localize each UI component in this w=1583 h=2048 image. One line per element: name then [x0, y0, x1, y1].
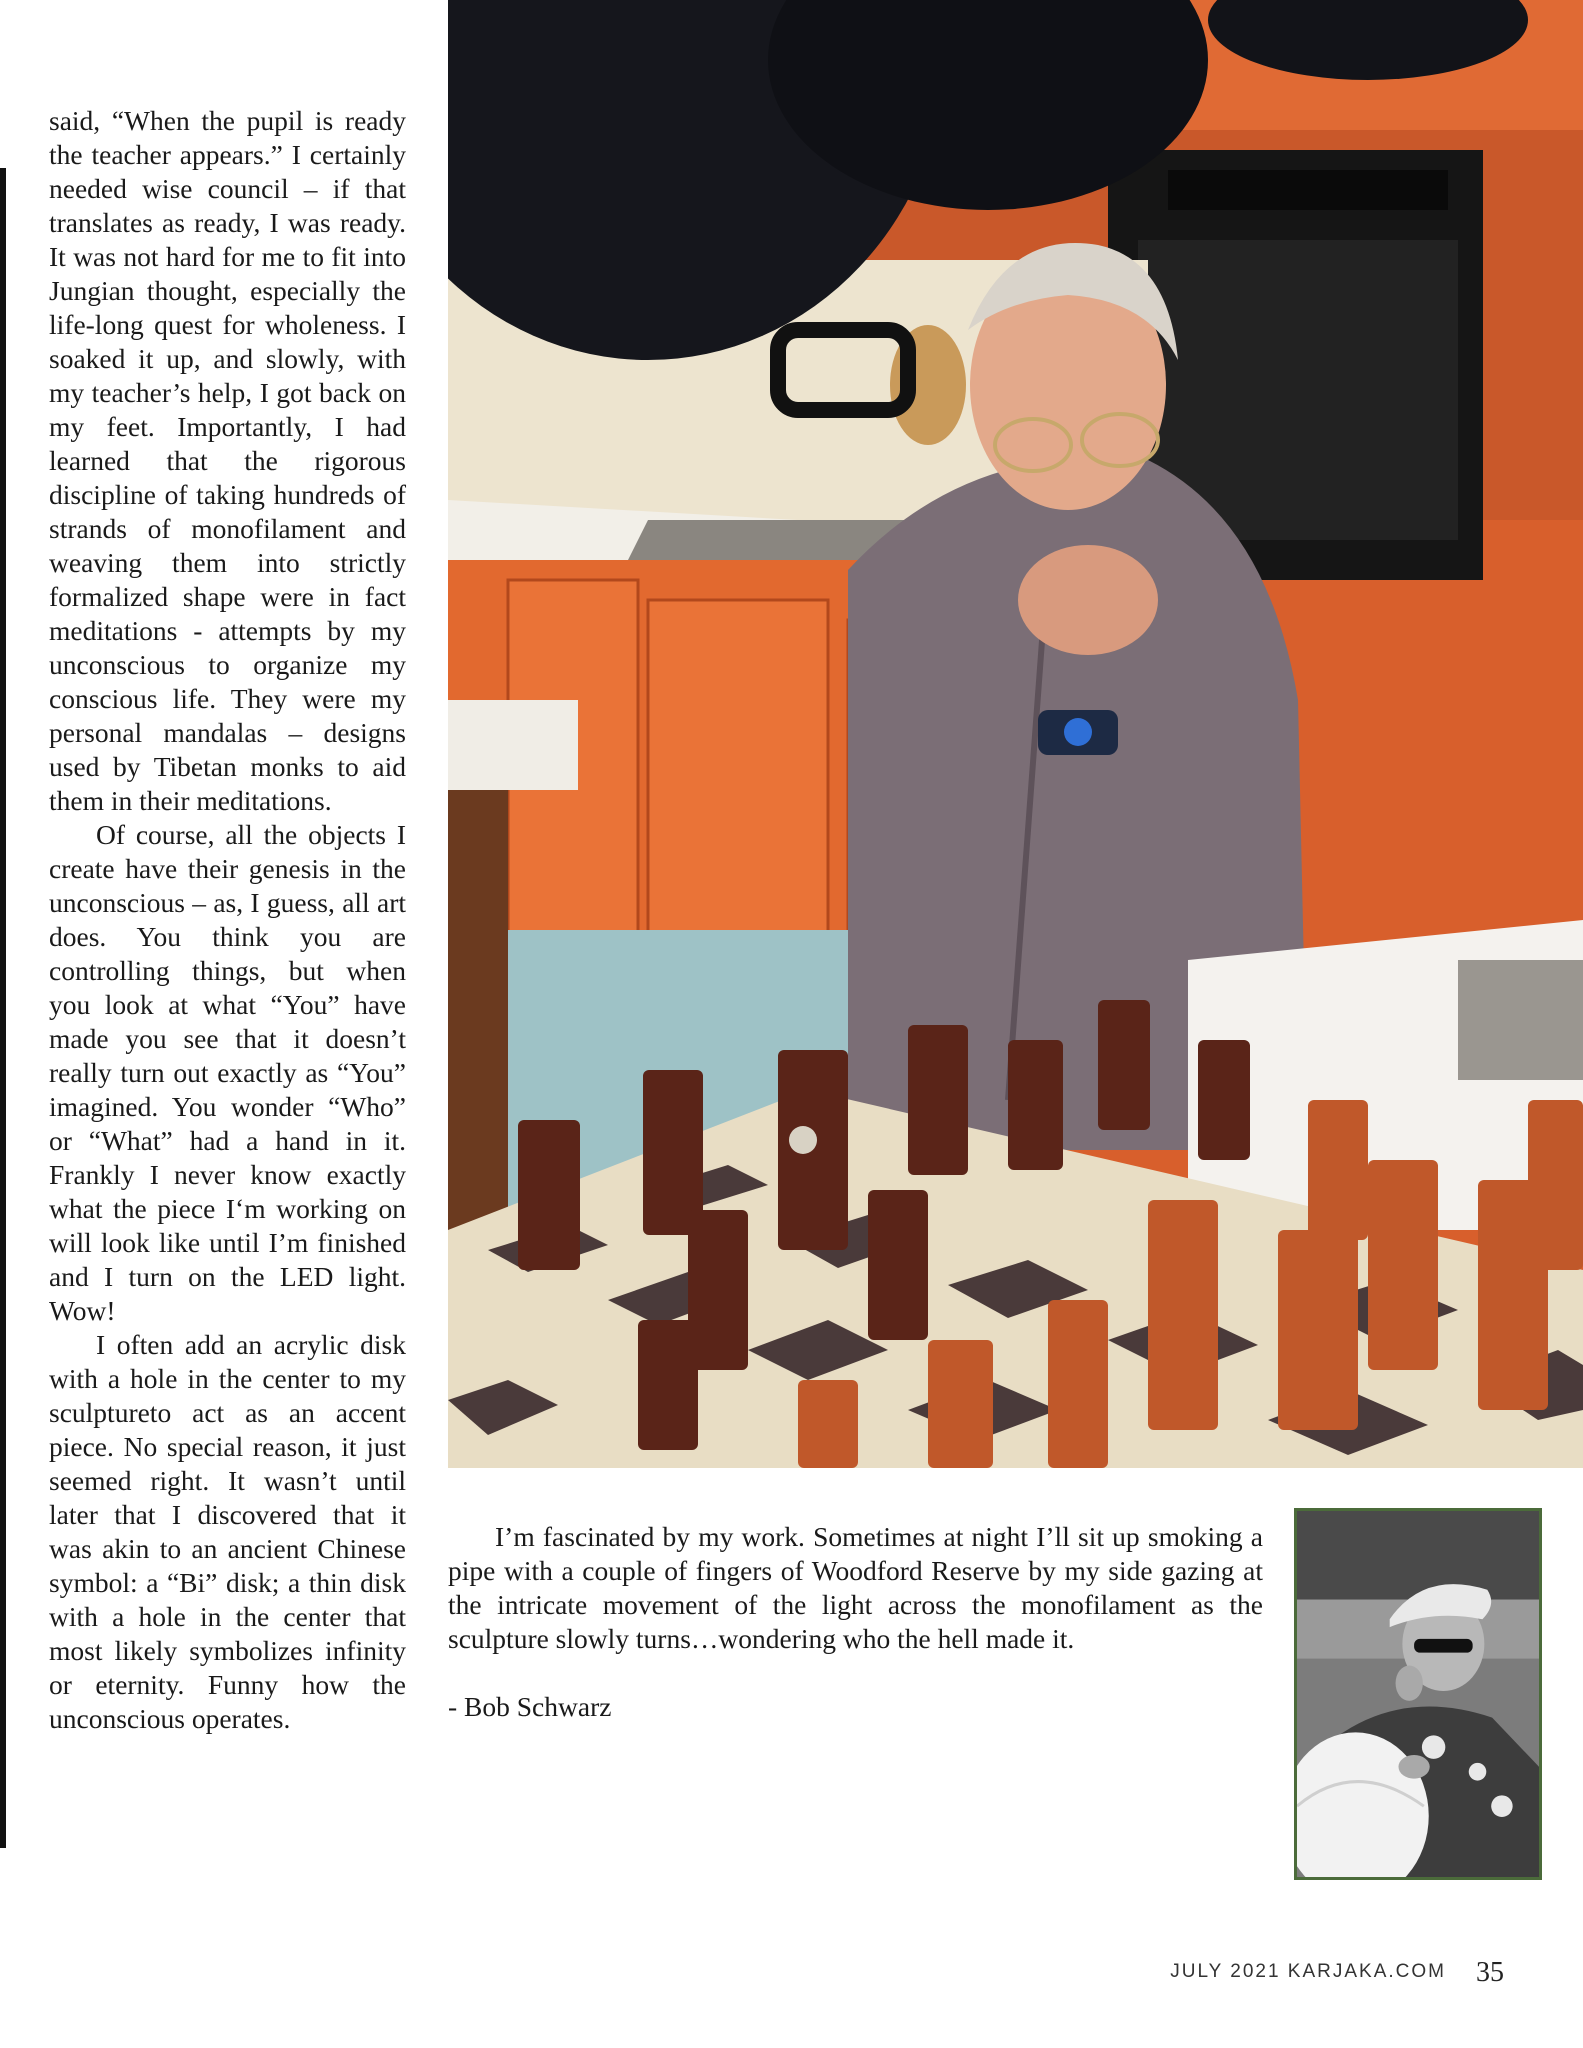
article-left-column [49, 104, 406, 1736]
author-signature: - Bob Schwarz [448, 1691, 612, 1722]
author-portrait [1294, 1508, 1542, 1880]
article-right-column [448, 1520, 1263, 1724]
paragraph-3: I often add an acrylic disk with a hole in the center to my sculptureto act as an accent piece. No special reason, it just seemed right. It wasn’t until later that I discovered that it was akin to an ancient Chinese symbol: a “Bi” disk; a thin disk with a hole in the center that most likely symbolizes infinity or eternity. Funny how the unconscious operates. [49, 1329, 406, 1734]
issue-and-site: JULY 2021 KARJAKA.COM [1170, 1961, 1446, 1982]
page-footer [1150, 1957, 1510, 1991]
page-number: 35 [1476, 1957, 1504, 1988]
kitchen-chess-photo [448, 0, 1583, 1468]
paragraph-1: said, “When the pupil is ready the teacher appears.” I certainly needed wise council – if that translates as ready, I was ready. It was not hard for me to fit into Jungian thought, especially the life-long quest for wholeness. I soaked it up, and slowly, with my teacher’s help, I got back on my feet. Importantly, I had learned that the rigorous discipline of taking hundreds of strands of monofilament and weaving them into strictly formalized shape were in fact meditations - attempts by my unconscious to organize my conscious life. They were my personal mandalas – designs used by Tibetan monks to aid them in their meditations. [49, 105, 406, 816]
closing-paragraph: I’m fascinated by my work. Sometimes at night I’ll sit up smoking a pipe with a couple of fingers of Woodford Reserve by my side gazing at the intricate movement of the light across the monofilament as the sculpture slowly turns…wondering who the hell made it. [448, 1521, 1263, 1654]
paragraph-2: Of course, all the objects I create have their genesis in the unconscious – as, I guess, all art does. You think you are controlling things, but when you look at what “You” have made you see that it doesn’t really turn out exactly as “You” imagined. You wonder “Who” or “What” had a hand in it. Frankly I never know exactly what the piece I‘m working on will look like until I’m finished and I turn on the LED light. Wow! [49, 819, 406, 1326]
left-margin-bar [0, 168, 6, 1848]
